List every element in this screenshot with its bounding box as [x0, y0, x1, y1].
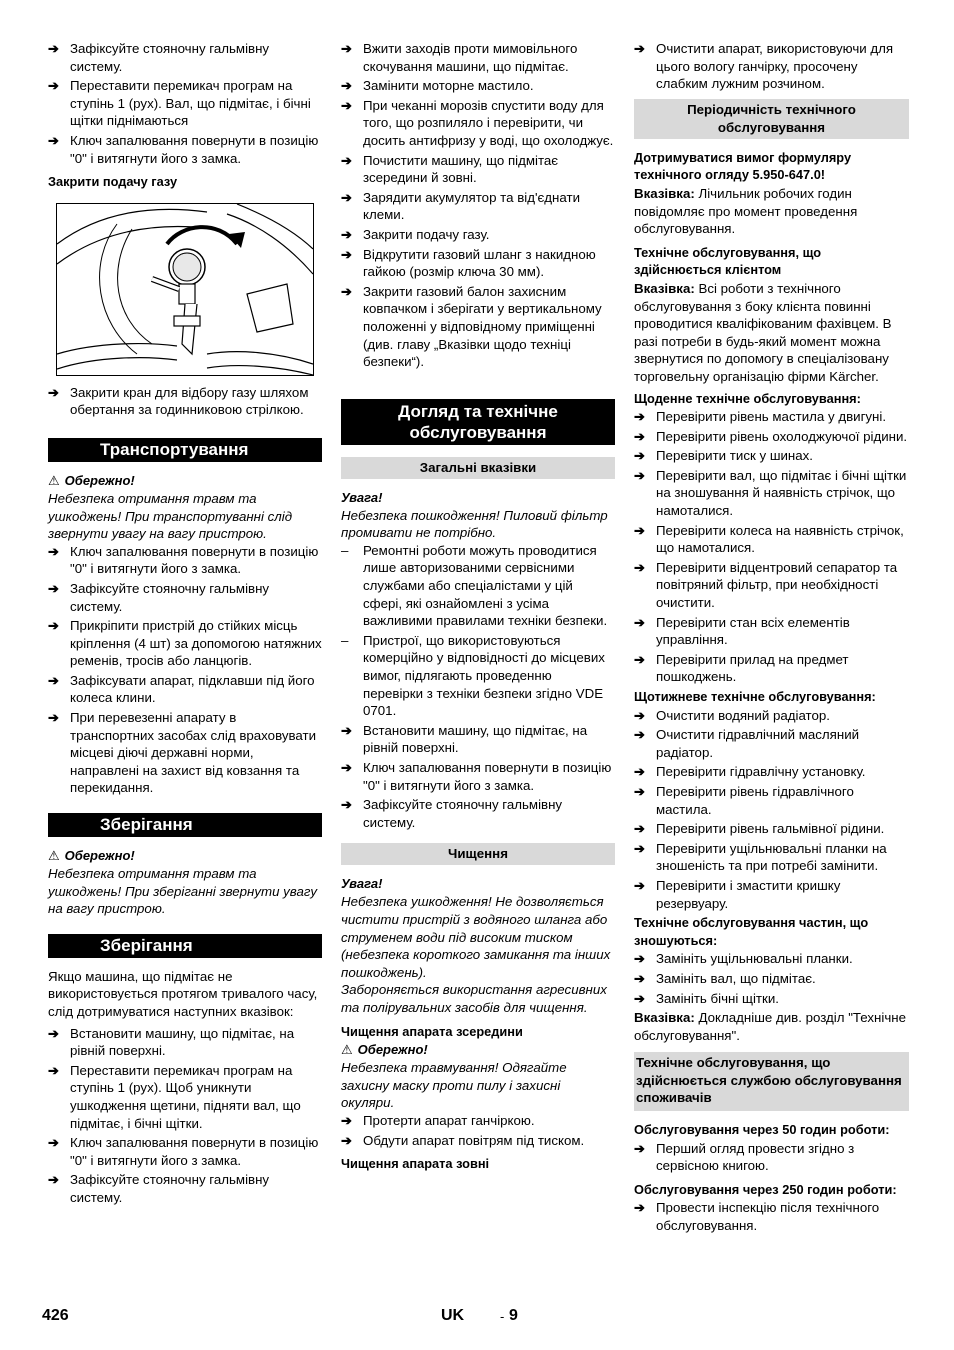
list-item: ➔ Ключ запалювання повернути в позицію "0" і витягнути його з замка. — [48, 543, 319, 577]
arrow-right-icon: ➔ — [48, 1062, 59, 1078]
arrow-right-icon: ➔ — [634, 1200, 645, 1216]
list-item: ➔ Ключ запалювання повернути в позицію "0" і витягнути його з замка. — [341, 760, 612, 793]
list-item: ➔ Перевірити стан всіх елементів управління. — [634, 614, 850, 648]
outside-heading: Чищення апарата зовні — [341, 1156, 490, 1172]
interval-note: Вказівка: Лічильник робочих годин повідомляє про момент проведення обслуговування. — [634, 185, 858, 237]
arrow-right-icon: ➔ — [48, 543, 59, 559]
footer-dash: - — [500, 1309, 505, 1324]
arrow-right-icon: ➔ — [634, 467, 645, 483]
interval-requirement: Дотримуватися вимог формуляру технічного огляду 5.950-647.0! — [634, 149, 852, 183]
arrow-right-icon: ➔ — [634, 409, 645, 425]
warning-triangle-icon: ⚠ — [48, 848, 60, 864]
list-item: ➔ Очистити гідравлічний масляний радіатор. — [634, 727, 860, 760]
list-item: ➔ Обдути апарат повітрям під тиском. — [341, 1132, 585, 1148]
arrow-right-icon: ➔ — [341, 797, 352, 813]
inside-warning: Небезпека травмування! Одягайте захисну маску проти пилу і захисні окуляри. — [341, 1060, 567, 1111]
list-item: ➔ Замініть бічні щітки. — [634, 990, 779, 1006]
wear-note: Вказівка: Докладніше див. розділ "Технічне обслуговування". — [634, 1010, 907, 1043]
storage-intro: Якщо машина, що підмітає не використовується протягом тривалого часу, слід дотримуватися наступних вказівок: — [48, 968, 318, 1019]
arrow-right-icon: ➔ — [634, 614, 645, 630]
arrow-right-icon: ➔ — [634, 970, 645, 986]
section-storage-title-2: Зберігання — [48, 934, 322, 958]
arrow-right-icon: ➔ — [341, 760, 352, 775]
list-item: ➔ Перевірити рівень гідравлічного мастила. — [634, 783, 854, 817]
customer-note: Вказівка: Всі роботи з технічного обслуговування з боку клієнта повинні проводитися кваліфікованим фахівцем. В разі потреби в будь-який момент можна звернутися по допомогу в спеціалізовану торговельну організацію фірми Kärcher. — [634, 280, 892, 384]
wear-heading: Технічне обслуговування частин, що зношуються: — [634, 915, 869, 948]
arrow-right-icon: ➔ — [341, 722, 352, 738]
arrow-right-icon: ➔ — [634, 783, 645, 799]
list-item: ➔ Закрити кран для відбору газу шляхом обертання за годинниковою стрілкою. — [48, 384, 309, 418]
arrow-right-icon: ➔ — [341, 152, 352, 168]
arrow-right-icon: ➔ — [341, 78, 352, 94]
arrow-right-icon: ➔ — [48, 672, 59, 688]
list-item: ➔ Перевірити колеса на наявність стрічок, що намоталися. — [634, 522, 904, 556]
cleaning-warning: Небезпека ушкодження! Не дозволяється чистити пристрій з водяного шланга або струменем води під високим тиском (небезпека короткого замикання та інших пошкоджень). — [341, 894, 611, 980]
list-item: ➔ Закрити газовий балон захисним ковпачком і зберігати у вертикальному положенні у відповідному приміщенні (див. главу „Вказівки щодо техніці безпеки“). — [341, 283, 602, 370]
list-item: ➔ Зафіксуйте стояночну гальмівну систему. — [48, 1172, 270, 1205]
arrow-right-icon: ➔ — [341, 1112, 352, 1128]
list-item: ➔ Замінити моторне мастило. — [341, 78, 534, 94]
list-item: ➔ Перевірити відцентровий сепаратор та повітряний фільтр, при необхідності очистити. — [634, 559, 898, 611]
section-storage-title: Зберігання — [48, 813, 322, 837]
attention-label: Увага! — [341, 489, 383, 505]
arrow-right-icon: ➔ — [634, 448, 645, 464]
transport-warning: Небезпека отримання травм та ушкоджень! При транспортуванні слід звернути увагу на вагу пристрою. — [48, 490, 293, 542]
section-transport-title: Транспортування — [48, 438, 322, 462]
subsection-service-title: Технічне обслуговування, що здійснюється службою обслуговування споживачів — [634, 1052, 909, 1111]
cleaning-warning-2: Забороняється використання агресивних та полірувальних засобів для чищення. — [341, 982, 607, 1015]
list-item: ➔ Перевірити рівень охолоджуючої рідини. — [634, 428, 908, 444]
subsection-general-title: Загальні вказівки — [341, 457, 615, 479]
list-item: ➔ Перевірити ущільнювальні планки на зношеність та при потребі замінити. — [634, 840, 887, 874]
arrow-right-icon: ➔ — [634, 522, 645, 538]
arrow-right-icon: ➔ — [634, 764, 645, 780]
customer-heading: Технічне обслуговування, що здійснюється клієнтом — [634, 244, 822, 278]
list-item: ➔ Закрити подачу газу. — [341, 226, 490, 242]
arrow-right-icon: ➔ — [634, 1140, 645, 1156]
storage-warning: Небезпека отримання травм та ушкоджень! При зберіганні звернути увагу на вагу пристрою. — [48, 866, 318, 917]
dash-item: – Пристрої, що використовуються комерційно у відповідності до місцевих вимог, підлягають проведенню перевірки з техніки безпеки згідно VDE 0701. — [341, 632, 605, 719]
caution-label: ⚠ Обережно! — [48, 472, 135, 488]
warning-triangle-icon: ⚠ — [48, 472, 60, 488]
h50-heading: Обслуговування через 50 годин роботи: — [634, 1122, 890, 1138]
list-item: ➔ Очистити водяний радіатор. — [634, 707, 830, 723]
arrow-right-icon: ➔ — [48, 618, 59, 634]
h250-heading: Обслуговування через 250 годин роботи: — [634, 1181, 897, 1197]
sub-page-number: 9 — [509, 1307, 518, 1324]
arrow-right-icon: ➔ — [48, 1135, 59, 1151]
arrow-right-icon: ➔ — [48, 132, 59, 148]
daily-heading: Щоденне технічне обслуговування: — [634, 390, 861, 406]
list-item: ➔ Перевірити рівень мастила у двигуні. — [634, 409, 887, 425]
gas-valve-drawing — [57, 204, 313, 375]
list-item: ➔ Переставити перемикач програм на ступінь 1 (рух). Щоб уникнути ушкодження щетини, підняти вал, що підмітає, і бічні щітки. — [48, 1062, 301, 1131]
inside-heading: Чищення апарата зсередини — [341, 1023, 523, 1039]
list-item: ➔ Перевірити рівень гальмівної рідини. — [634, 821, 885, 837]
caution-label: ⚠ Обережно! — [48, 848, 135, 864]
page-number: 426 — [42, 1307, 69, 1324]
list-item: ➔ Перевірити і змастити кришку резервуару. — [634, 877, 841, 911]
list-item: ➔ Перевірити гідравлічну установку. — [634, 764, 866, 780]
attention-label: Увага! — [341, 876, 383, 892]
list-item: ➔ Перевірити тиск у шинах. — [634, 448, 813, 464]
arrow-right-icon: ➔ — [341, 246, 352, 262]
list-item: ➔ Протерти апарат ганчіркою. — [341, 1112, 535, 1128]
arrow-right-icon: ➔ — [48, 580, 59, 596]
list-item: ➔ Зафіксуйте стояночну гальмівну систему. — [341, 797, 563, 830]
list-item: ➔ Зафіксуйте стояночну гальмівну систему. — [48, 580, 270, 614]
arrow-right-icon: ➔ — [341, 1132, 352, 1148]
caution-label: ⚠ Обережно! — [341, 1042, 428, 1058]
arrow-right-icon: ➔ — [48, 710, 59, 726]
arrow-right-icon: ➔ — [341, 97, 352, 113]
arrow-right-icon: ➔ — [48, 78, 59, 94]
list-item: ➔ Зарядити акумулятор та від'єднати клеми. — [341, 189, 581, 223]
language-code: UK — [441, 1307, 465, 1324]
list-item: ➔ При перевезенні апарату в транспортних засобах слід враховувати місцеві діючі державні норми, направлені на захист від ковзання та перекидання. — [48, 710, 317, 796]
column-3 — [634, 40, 909, 1237]
list-item: ➔ Перевірити вал, що підмітає і бічні щітки на зношування й наявність стрічок, що намоталися. — [634, 467, 907, 519]
list-item: ➔ Зафіксувати апарат, підклавши під його колеса клини. — [48, 672, 315, 706]
list-item: ➔ Зафіксуйте стояночну гальмівну систему. — [48, 41, 270, 74]
list-item: ➔ Замініть ущільнювальні планки. — [634, 951, 853, 967]
arrow-right-icon: ➔ — [48, 384, 59, 400]
arrow-right-icon: ➔ — [634, 877, 645, 893]
arrow-right-icon: ➔ — [634, 559, 645, 575]
arrow-right-icon: ➔ — [634, 951, 645, 967]
gas-heading: Закрити подачу газу — [48, 174, 178, 190]
column-2 — [341, 40, 615, 1174]
arrow-right-icon: ➔ — [634, 428, 645, 444]
list-item: ➔ Встановити машину, що підмітає, на рівній поверхні. — [48, 1025, 295, 1059]
weekly-heading: Щотижневе технічне обслуговування: — [634, 689, 876, 704]
list-item: ➔ Прикріпити пристрій до стійких місць кріплення (4 шт) за допомогою натяжних ременів, тросів або ланцюгів. — [48, 618, 322, 669]
arrow-right-icon: ➔ — [341, 226, 352, 242]
list-item: ➔ Очистити апарат, використовуючи для цього вологу ганчірку, просочену слабким лужним розчином. — [634, 41, 894, 92]
list-item: ➔ Переставити перемикач програм на ступінь 1 (рух). Вал, що підмітає, і бічні щітки піднімаються — [48, 78, 311, 129]
list-item: ➔ Вжити заходів проти мимовільного скочування машини, що підмітає. — [341, 41, 578, 74]
warning-triangle-icon: ⚠ — [341, 1042, 353, 1058]
gas-valve-illustration — [56, 203, 314, 376]
arrow-right-icon: ➔ — [634, 840, 645, 856]
list-item: ➔ Почистити машину, що підмітає зсередини й зовні. — [341, 152, 559, 186]
list-item: ➔ Перевірити прилад на предмет пошкоджень. — [634, 651, 849, 685]
column-1 — [48, 40, 322, 1209]
list-item: ➔ При чеканні морозів спустити воду для того, що розпиляло і перевірити, чи досить антифризу у воді, що охолоджує. — [341, 97, 614, 148]
arrow-right-icon: ➔ — [48, 1025, 59, 1041]
arrow-right-icon: ➔ — [634, 41, 645, 56]
arrow-right-icon: ➔ — [634, 821, 645, 837]
arrow-right-icon: ➔ — [341, 283, 352, 299]
list-item: ➔ Встановити машину, що підмітає, на рівній поверхні. — [341, 722, 588, 756]
general-warning: Небезпека пошкодження! Пиловий фільтр промивати не потрібно. — [341, 507, 608, 541]
list-item: ➔ Перший огляд провести згідно з сервісною книгою. — [634, 1140, 855, 1174]
list-item: ➔ Замініть вал, що підмітає. — [634, 970, 816, 986]
arrow-right-icon: ➔ — [48, 1172, 59, 1188]
list-item: ➔ Провести інспекцію після технічного обслуговування. — [634, 1200, 880, 1234]
list-item: ➔ Ключ запалювання повернути в позицію "0" і витягнути його з замка. — [48, 132, 319, 166]
subsection-cleaning-title: Чищення — [341, 843, 615, 865]
dash-item: – Ремонтні роботи можуть проводитися лише авторизованими сервісними службами або спеціалістами у цій сфері, які ознайомлені з усіма важливими правилами техніки безпеки. — [341, 542, 608, 629]
arrow-right-icon: ➔ — [341, 189, 352, 205]
subsection-interval-title: Періодичність технічного обслуговування — [634, 99, 909, 139]
arrow-right-icon: ➔ — [634, 651, 645, 667]
arrow-right-icon: ➔ — [341, 41, 352, 56]
arrow-right-icon: ➔ — [634, 727, 645, 743]
list-item: ➔ Ключ запалювання повернути в позицію "0" і витягнути його з замка. — [48, 1135, 319, 1168]
list-item: ➔ Відкрутити газовий шланг з накидною гайкою (розмір ключа 30 мм). — [341, 246, 596, 280]
section-care-title: Догляд та технічне обслуговування — [341, 399, 615, 445]
arrow-right-icon: ➔ — [48, 41, 59, 56]
arrow-right-icon: ➔ — [634, 990, 645, 1006]
arrow-right-icon: ➔ — [634, 707, 645, 723]
